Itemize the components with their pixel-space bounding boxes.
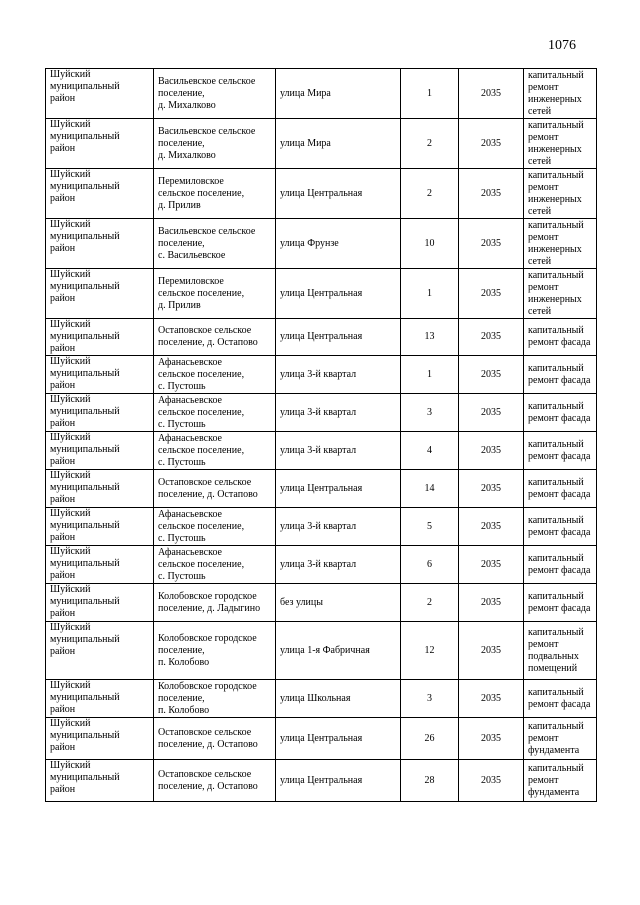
table-cell-year: 2035 bbox=[459, 680, 524, 718]
table-cell-work: капитальный ремонт инженерных сетей bbox=[524, 69, 597, 119]
table-row bbox=[46, 432, 597, 470]
table-cell-house: 2 bbox=[401, 169, 459, 219]
table-cell-settlement: Колобовское городское поселение, п. Колобово bbox=[154, 622, 276, 680]
table-row bbox=[46, 680, 597, 718]
table-cell-district: Шуйский муниципальный район bbox=[46, 269, 154, 319]
table-cell-year: 2035 bbox=[459, 584, 524, 622]
table-cell-district: Шуйский муниципальный район bbox=[46, 356, 154, 394]
table-cell-work: капитальный ремонт фасада bbox=[524, 680, 597, 718]
table-cell-settlement: Остаповское сельское поселение, д. Остапово bbox=[154, 718, 276, 760]
table-cell-year: 2035 bbox=[459, 69, 524, 119]
table-row bbox=[46, 219, 597, 269]
table-row bbox=[46, 470, 597, 508]
table-cell-settlement: Перемиловское сельское поселение, д. Прилив bbox=[154, 169, 276, 219]
table-cell-house: 1 bbox=[401, 356, 459, 394]
page-number: 1076 bbox=[548, 38, 576, 53]
table-row bbox=[46, 508, 597, 546]
table-cell-year: 2035 bbox=[459, 718, 524, 760]
table-cell-year: 2035 bbox=[459, 546, 524, 584]
table-cell-street: улица Центральная bbox=[276, 760, 401, 802]
table-cell-house: 2 bbox=[401, 584, 459, 622]
table-cell-district: Шуйский муниципальный район bbox=[46, 584, 154, 622]
table-cell-house: 3 bbox=[401, 680, 459, 718]
table-cell-street: улица Мира bbox=[276, 69, 401, 119]
table-cell-settlement: Афанасьевское сельское поселение, с. Пустошь bbox=[154, 546, 276, 584]
table-cell-settlement: Афанасьевское сельское поселение, с. Пустошь bbox=[154, 508, 276, 546]
table-cell-house: 12 bbox=[401, 622, 459, 680]
table-row bbox=[46, 356, 597, 394]
table-cell-district: Шуйский муниципальный район bbox=[46, 319, 154, 356]
table-row bbox=[46, 269, 597, 319]
table-cell-settlement: Перемиловское сельское поселение, д. Прилив bbox=[154, 269, 276, 319]
table-cell-district: Шуйский муниципальный район bbox=[46, 432, 154, 470]
table-cell-street: без улицы bbox=[276, 584, 401, 622]
table-row bbox=[46, 546, 597, 584]
table-cell-district: Шуйский муниципальный район bbox=[46, 394, 154, 432]
table-cell-year: 2035 bbox=[459, 119, 524, 169]
table-cell-street: улица 3-й квартал bbox=[276, 508, 401, 546]
table-row bbox=[46, 119, 597, 169]
table-cell-district: Шуйский муниципальный район bbox=[46, 508, 154, 546]
table-cell-work: капитальный ремонт инженерных сетей bbox=[524, 269, 597, 319]
table-cell-district: Шуйский муниципальный район bbox=[46, 119, 154, 169]
table-cell-year: 2035 bbox=[459, 760, 524, 802]
table-cell-work: капитальный ремонт инженерных сетей bbox=[524, 119, 597, 169]
table-cell-work: капитальный ремонт фундамента bbox=[524, 760, 597, 802]
table-cell-year: 2035 bbox=[459, 219, 524, 269]
table-cell-district: Шуйский муниципальный район bbox=[46, 760, 154, 802]
table-row bbox=[46, 169, 597, 219]
table-cell-house: 6 bbox=[401, 546, 459, 584]
table-cell-street: улица Мира bbox=[276, 119, 401, 169]
table-cell-year: 2035 bbox=[459, 319, 524, 356]
table-cell-work: капитальный ремонт фасада bbox=[524, 546, 597, 584]
table-cell-work: капитальный ремонт фасада bbox=[524, 432, 597, 470]
table-cell-house: 1 bbox=[401, 269, 459, 319]
table-cell-district: Шуйский муниципальный район bbox=[46, 680, 154, 718]
table-cell-street: улица Центральная bbox=[276, 470, 401, 508]
table-cell-house: 1 bbox=[401, 69, 459, 119]
table-cell-street: улица 3-й квартал bbox=[276, 356, 401, 394]
table-cell-house: 4 bbox=[401, 432, 459, 470]
table-cell-settlement: Васильевское сельское поселение, д. Михалково bbox=[154, 119, 276, 169]
table-cell-street: улица Центральная bbox=[276, 718, 401, 760]
table-row bbox=[46, 760, 597, 802]
table-cell-district: Шуйский муниципальный район bbox=[46, 470, 154, 508]
table-row bbox=[46, 319, 597, 356]
table-cell-work: капитальный ремонт фасада bbox=[524, 584, 597, 622]
table-cell-year: 2035 bbox=[459, 470, 524, 508]
table-cell-year: 2035 bbox=[459, 269, 524, 319]
table-cell-district: Шуйский муниципальный район bbox=[46, 69, 154, 119]
table-cell-settlement: Васильевское сельское поселение, с. Васильевское bbox=[154, 219, 276, 269]
table-cell-house: 28 bbox=[401, 760, 459, 802]
table-cell-house: 2 bbox=[401, 119, 459, 169]
table-row bbox=[46, 718, 597, 760]
table-row bbox=[46, 584, 597, 622]
table-cell-district: Шуйский муниципальный район bbox=[46, 219, 154, 269]
repair-table bbox=[45, 68, 597, 802]
table-cell-house: 14 bbox=[401, 470, 459, 508]
table-cell-year: 2035 bbox=[459, 394, 524, 432]
table-cell-street: улица Центральная bbox=[276, 169, 401, 219]
table-cell-settlement: Остаповское сельское поселение, д. Остапово bbox=[154, 319, 276, 356]
table-cell-district: Шуйский муниципальный район bbox=[46, 546, 154, 584]
table-cell-street: улица Центральная bbox=[276, 319, 401, 356]
table-cell-street: улица Фрунзе bbox=[276, 219, 401, 269]
table-cell-street: улица Школьная bbox=[276, 680, 401, 718]
table-cell-settlement: Остаповское сельское поселение, д. Остапово bbox=[154, 760, 276, 802]
table-cell-year: 2035 bbox=[459, 169, 524, 219]
table-cell-house: 10 bbox=[401, 219, 459, 269]
table-cell-settlement: Афанасьевское сельское поселение, с. Пустошь bbox=[154, 432, 276, 470]
table-cell-work: капитальный ремонт подвальных помещений bbox=[524, 622, 597, 680]
table-cell-house: 3 bbox=[401, 394, 459, 432]
table-cell-work: капитальный ремонт инженерных сетей bbox=[524, 219, 597, 269]
table-cell-work: капитальный ремонт инженерных сетей bbox=[524, 169, 597, 219]
table-cell-house: 5 bbox=[401, 508, 459, 546]
table-cell-street: улица 3-й квартал bbox=[276, 432, 401, 470]
table-cell-work: капитальный ремонт фасада bbox=[524, 319, 597, 356]
table-cell-settlement: Васильевское сельское поселение, д. Михалково bbox=[154, 69, 276, 119]
table-cell-house: 26 bbox=[401, 718, 459, 760]
table-cell-work: капитальный ремонт фасада bbox=[524, 508, 597, 546]
table-cell-street: улица 1-я Фабричная bbox=[276, 622, 401, 680]
table-cell-work: капитальный ремонт фасада bbox=[524, 394, 597, 432]
table-row bbox=[46, 394, 597, 432]
table-cell-settlement: Афанасьевское сельское поселение, с. Пустошь bbox=[154, 356, 276, 394]
table-cell-year: 2035 bbox=[459, 356, 524, 394]
table-cell-settlement: Остаповское сельское поселение, д. Остапово bbox=[154, 470, 276, 508]
table-cell-district: Шуйский муниципальный район bbox=[46, 169, 154, 219]
table-cell-year: 2035 bbox=[459, 622, 524, 680]
table-row bbox=[46, 622, 597, 680]
table-cell-year: 2035 bbox=[459, 432, 524, 470]
table-cell-settlement: Колобовское городское поселение, д. Ладыгино bbox=[154, 584, 276, 622]
table-cell-work: капитальный ремонт фасада bbox=[524, 470, 597, 508]
table-cell-settlement: Колобовское городское поселение, п. Колобово bbox=[154, 680, 276, 718]
table-cell-work: капитальный ремонт фасада bbox=[524, 356, 597, 394]
table-cell-settlement: Афанасьевское сельское поселение, с. Пустошь bbox=[154, 394, 276, 432]
table-cell-year: 2035 bbox=[459, 508, 524, 546]
table-cell-district: Шуйский муниципальный район bbox=[46, 622, 154, 680]
table-cell-street: улица 3-й квартал bbox=[276, 394, 401, 432]
table-cell-district: Шуйский муниципальный район bbox=[46, 718, 154, 760]
table-cell-street: улица 3-й квартал bbox=[276, 546, 401, 584]
table-row bbox=[46, 69, 597, 119]
table-cell-street: улица Центральная bbox=[276, 269, 401, 319]
table-cell-work: капитальный ремонт фундамента bbox=[524, 718, 597, 760]
table-cell-house: 13 bbox=[401, 319, 459, 356]
